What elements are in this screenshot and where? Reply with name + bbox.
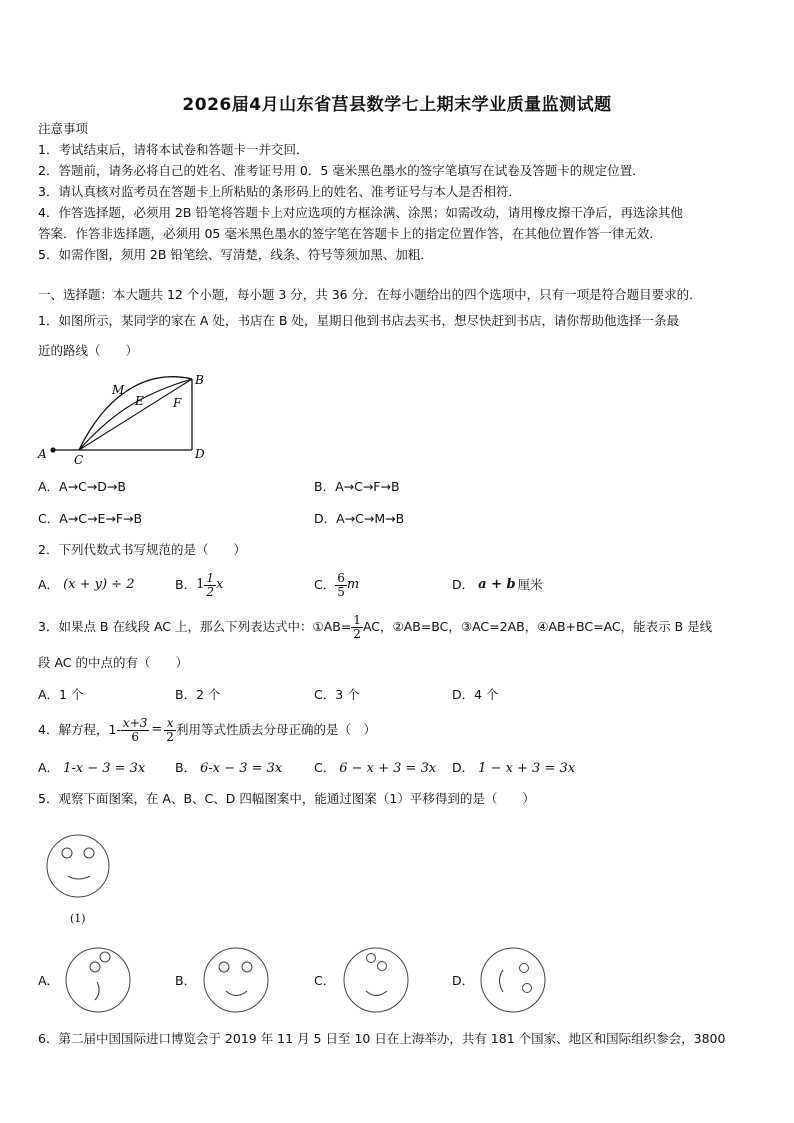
label-C: C — [74, 453, 84, 466]
question-3-stem-cont: 段 AC 的中点的有（ ） — [38, 655, 189, 670]
math-expr: a + b — [478, 577, 516, 592]
q4-option-d: D． 1 − x + 3 = 3x — [452, 760, 576, 776]
q4-option-b: B． 6-x − 3 = 3x — [175, 760, 283, 776]
notice-item: 3．请认真核对监考员在答题卡上所粘贴的条形码上的姓名、准考证号与本人是否相符． — [38, 184, 521, 199]
option-label: D． — [452, 577, 475, 592]
q3-option-a: A．1 个 — [38, 687, 84, 702]
fraction: $\frac{6}{5}$ — [337, 570, 345, 599]
fraction: $\frac{x}{2}$ — [166, 715, 174, 744]
question-1-stem-cont: 近的路线（ ） — [38, 343, 139, 358]
question-5-stem: 5．观察下面图案，在 A、B、C、D 四幅图案中，能通过图案（1）平移得到的是（ ） — [38, 791, 535, 806]
route-figure — [34, 368, 224, 466]
smiley-figure-1 — [44, 832, 118, 902]
notice-item: 4．作答选择题，必须用 2B 铅笔将答题卡上对应选项的方框涂满、涂黑；如需改动，请用橡皮擦干净后，再选涂其他 — [38, 205, 683, 220]
q1-option-c: C．A→C→E→F→B — [38, 511, 143, 526]
q3-option-c: C．3 个 — [314, 687, 360, 702]
q5-option-a-label: A． — [38, 973, 60, 988]
fraction: $\frac{1}{2}$ — [353, 612, 361, 641]
q2-option-c — [314, 568, 359, 602]
q3-option-d: D．4 个 — [452, 687, 499, 702]
question-3-stem: 3．如果点 B 在线段 AC 上，那么下列表达式中：①AB= $\frac{1}{2}$ AC，②AB=BC，③AC=2AB，④AB+BC=AC，能表示 B 是线 — [38, 612, 713, 641]
smiley-option-a — [62, 944, 136, 1016]
label-A: A — [38, 447, 47, 461]
math-var: m — [346, 577, 360, 592]
q1-option-b: B．A→C→F→B — [314, 479, 400, 494]
q2-option-a — [38, 568, 134, 602]
fraction: $\frac{1}{2}$ — [206, 570, 214, 599]
notice-item: 答案．作答非选择题，必须用 05 毫米黑色墨水的签字笔在答题卡上的指定位置作答，在其他位置作答一律无效． — [38, 226, 662, 241]
smiley-option-c — [340, 944, 414, 1016]
question-1-stem: 1．如图所示，某同学的家在 A 处，书店在 B 处，星期日他到书店去买书，想尽快赶到书店，请你帮助他选择一条最 — [38, 313, 679, 328]
question-2-stem: 2．下列代数式书写规范的是（ ） — [38, 542, 246, 557]
notice-item: 1．考试结束后，请将本试卷和答题卡一并交回． — [38, 142, 309, 157]
q5-option-b-label: B． — [175, 973, 197, 988]
notice-item: 5．如需作图，须用 2B 铅笔绘、写清楚，线条、符号等须加黑、加粗． — [38, 247, 433, 262]
question-6-stem: 6．第二届中国国际进口博览会于 2019 年 11 月 5 日至 10 日在上海举办，共有 181 个国家、地区和国际组织参会，3800 — [38, 1031, 726, 1046]
q3-option-b: B．2 个 — [175, 687, 221, 702]
fraction: $\frac{x+3}{6}$ — [122, 715, 148, 744]
figure-caption: (1) — [70, 912, 86, 925]
q2-option-b — [175, 568, 223, 602]
q4-option-a: A． 1-x − 3 = 3x — [38, 760, 146, 776]
page-title: 2026届4月山东省莒县数学七上期末学业质量监测试题 — [182, 95, 612, 115]
section-heading: 一、选择题：本大题共 12 个小题，每小题 3 分，共 36 分．在每小题给出的四个选项中，只有一项是符合题目要求的． — [38, 287, 702, 302]
q5-option-d-label: D． — [452, 973, 475, 988]
option-label: B． — [175, 577, 197, 592]
q4-option-c: C． 6 − x + 3 = 3x — [314, 760, 437, 776]
q1-option-d: D．A→C→M→B — [314, 511, 405, 526]
option-label: C． — [314, 577, 336, 592]
smiley-option-d — [477, 944, 551, 1016]
q5-option-c-label: C． — [314, 973, 336, 988]
label-B: B — [195, 373, 204, 387]
label-M: M — [112, 383, 125, 397]
smiley-option-b — [200, 944, 274, 1016]
label-D: D — [195, 447, 205, 461]
math-expr: (x + y) ÷ 2 — [63, 577, 135, 592]
option-label: A． — [38, 577, 60, 592]
q2-option-d — [452, 568, 543, 602]
mixed-whole: 1 — [196, 577, 205, 592]
label-F: F — [173, 396, 182, 410]
unit: 厘米 — [517, 577, 543, 592]
math-var: x — [216, 577, 224, 592]
label-E: E — [135, 394, 144, 408]
question-4-stem: 4．解方程，1- $\frac{x+3}{6}$ = $\frac{x}{2}$ 利用等式性质去分母正确的是（ ） — [38, 715, 376, 744]
notice-item: 2．答题前，请务必将自己的姓名、准考证号用 0．5 毫米黑色墨水的签字笔填写在试卷及答题卡的规定位置． — [38, 163, 645, 178]
q1-option-a: A．A→C→D→B — [38, 479, 126, 494]
notice-heading: 注意事项 — [38, 121, 89, 136]
